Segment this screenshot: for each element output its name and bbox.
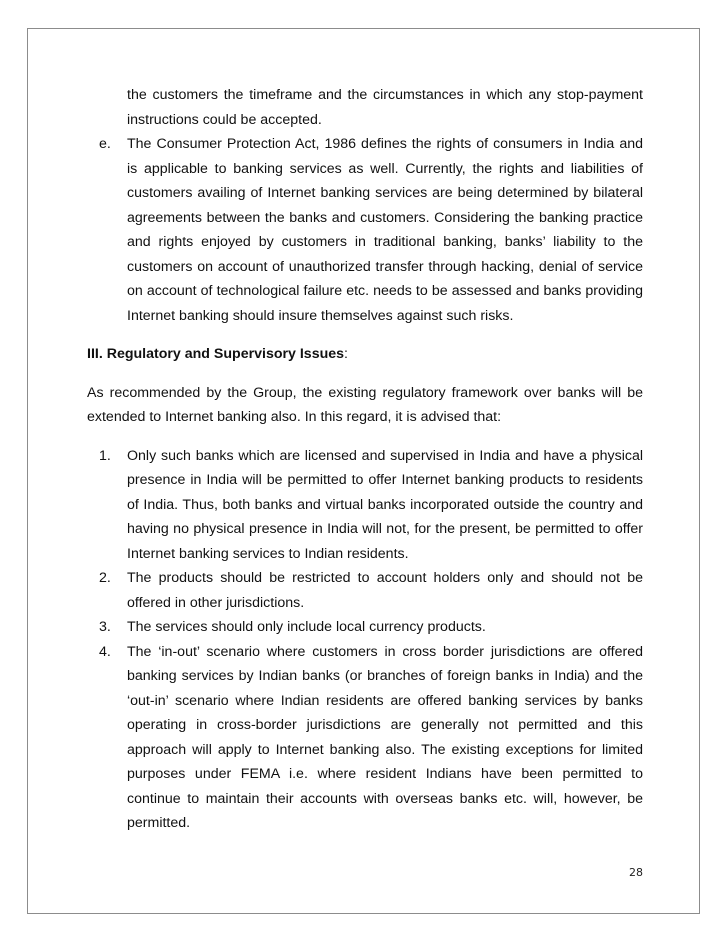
page-number: 28 <box>629 866 643 879</box>
list-marker: 2. <box>99 570 111 586</box>
list-marker: 3. <box>99 619 111 635</box>
list-marker: 4. <box>99 643 111 660</box>
section-heading <box>87 342 643 367</box>
section-intro: As recommended by the Group, the existing regulatory framework over banks will be extended to Internet banking also. In this regard, it is advised that: <box>87 384 643 425</box>
list-item-e <box>87 132 643 328</box>
document-body <box>87 83 643 836</box>
list-item-text: The Consumer Protection Act, 1986 defines the rights of consumers in India and is applicable to banking services as well. Currently, the rights and liabilities of customers availing of Internet banking services are being determined by bilateral agreements between the banks and customers. Considering the banking practice and rights enjoyed by customers in traditional banking, banks’ liability to the customers on account of unauthorized transfer through hacking, denial of service on account of technological failure etc. needs to be assessed and banks providing Internet banking should insure themselves against such risks. <box>127 136 643 324</box>
continuation-paragraph: the customers the timeframe and the circumstances in which any stop-payment instructions could be accepted. <box>127 87 643 128</box>
section-heading-colon: : <box>344 346 348 362</box>
list-item-text: Only such banks which are licensed and supervised in India and have a physical presence in India will be permitted to offer Internet banking products to residents of India. Thus, both banks and virtual banks incorporated outside the country and having no physical presence in India will not, for the present, be permitted to offer Internet banking services to Indian residents. <box>127 447 643 562</box>
numbered-list <box>87 444 643 836</box>
list-item-text: The products should be restricted to account holders only and should not be offered in other jurisdictions. <box>127 570 643 611</box>
list-marker: 1. <box>99 447 111 464</box>
list-item <box>87 640 643 836</box>
list-marker: e. <box>99 136 111 152</box>
list-item <box>87 566 643 615</box>
list-item <box>87 444 643 567</box>
list-item-text: The services should only include local currency products. <box>127 619 486 635</box>
section-heading-text: III. Regulatory and Supervisory Issues <box>87 346 345 362</box>
list-item-text: The ‘in-out’ scenario where customers in cross border jurisdictions are offered banking services by Indian banks (or branches of foreign banks in India) and the ‘out-in’ scenario where Indian residents are offered banking services by banks operating in cross-border jurisdictions are generally not permitted and this approach will apply to Internet banking also. The existing exceptions for limited purposes under FEMA i.e. where resident Indians have been permitted to continue to maintain their accounts with overseas banks etc. will, however, be permitted. <box>127 643 643 831</box>
list-item <box>87 615 643 640</box>
